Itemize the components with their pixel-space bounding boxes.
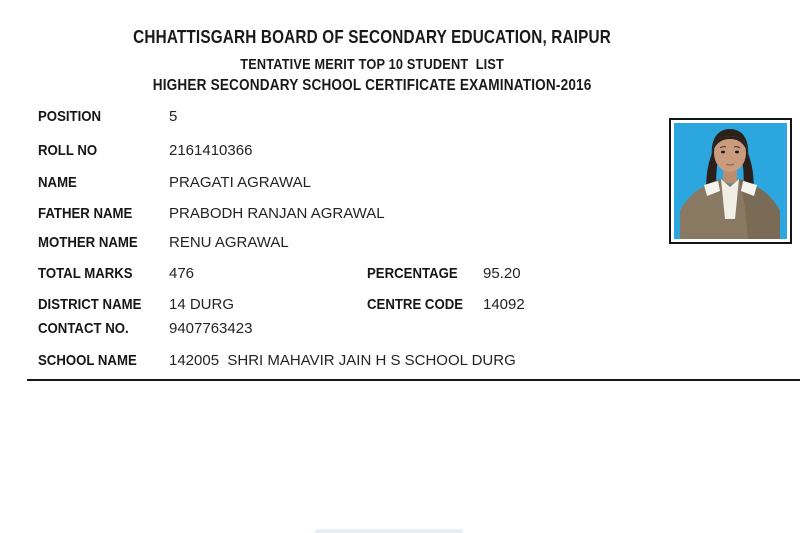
contact-no-label: CONTACT NO. [38,320,129,337]
percentage-value: 95.20 [483,265,521,282]
bottom-partial-element [315,529,463,533]
exam-title: HIGHER SECONDARY SCHOOL CERTIFICATE EXAMINATION-2016 [152,77,592,94]
board-title: CHHATTISGARH BOARD OF SECONDARY EDUCATION, RAIPUR [133,27,611,47]
field-row-position [0,108,800,125]
field-row-name [0,174,800,191]
father-name-label: FATHER NAME [38,205,133,222]
position-value: 5 [169,108,178,125]
roll-no-value: 2161410366 [169,142,253,159]
field-row-marks-percentage [0,265,800,282]
field-row-contact-no [0,320,800,337]
school-name-label: SCHOOL NAME [38,352,137,369]
contact-no-value: 9407763423 [169,320,253,337]
father-name-value: PRABODH RANJAN AGRAWAL [169,205,385,222]
name-label: NAME [38,174,77,191]
mother-name-label: MOTHER NAME [38,234,138,251]
field-row-district-centre [0,296,800,313]
divider-line [27,379,800,381]
position-label: POSITION [38,108,102,125]
total-marks-value: 476 [169,265,195,282]
field-row-father-name [0,205,800,222]
field-row-mother-name [0,234,800,251]
field-row-roll-no [0,142,800,159]
total-marks-label: TOTAL MARKS [38,265,133,282]
district-name-value: 14 DURG [169,296,235,313]
mother-name-value: RENU AGRAWAL [169,234,289,251]
roll-no-label: ROLL NO [38,142,98,159]
centre-code-value: 14092 [483,296,525,313]
field-row-school-name [0,352,800,369]
district-name-label: DISTRICT NAME [38,296,142,313]
list-title: TENTATIVE MERIT TOP 10 STUDENT LIST [240,56,504,73]
school-name-value: 142005 SHRI MAHAVIR JAIN H S SCHOOL DURG [169,352,516,369]
name-value: PRAGATI AGRAWAL [169,174,311,191]
centre-code-label: CENTRE CODE [367,296,464,313]
percentage-label: PERCENTAGE [367,265,458,282]
